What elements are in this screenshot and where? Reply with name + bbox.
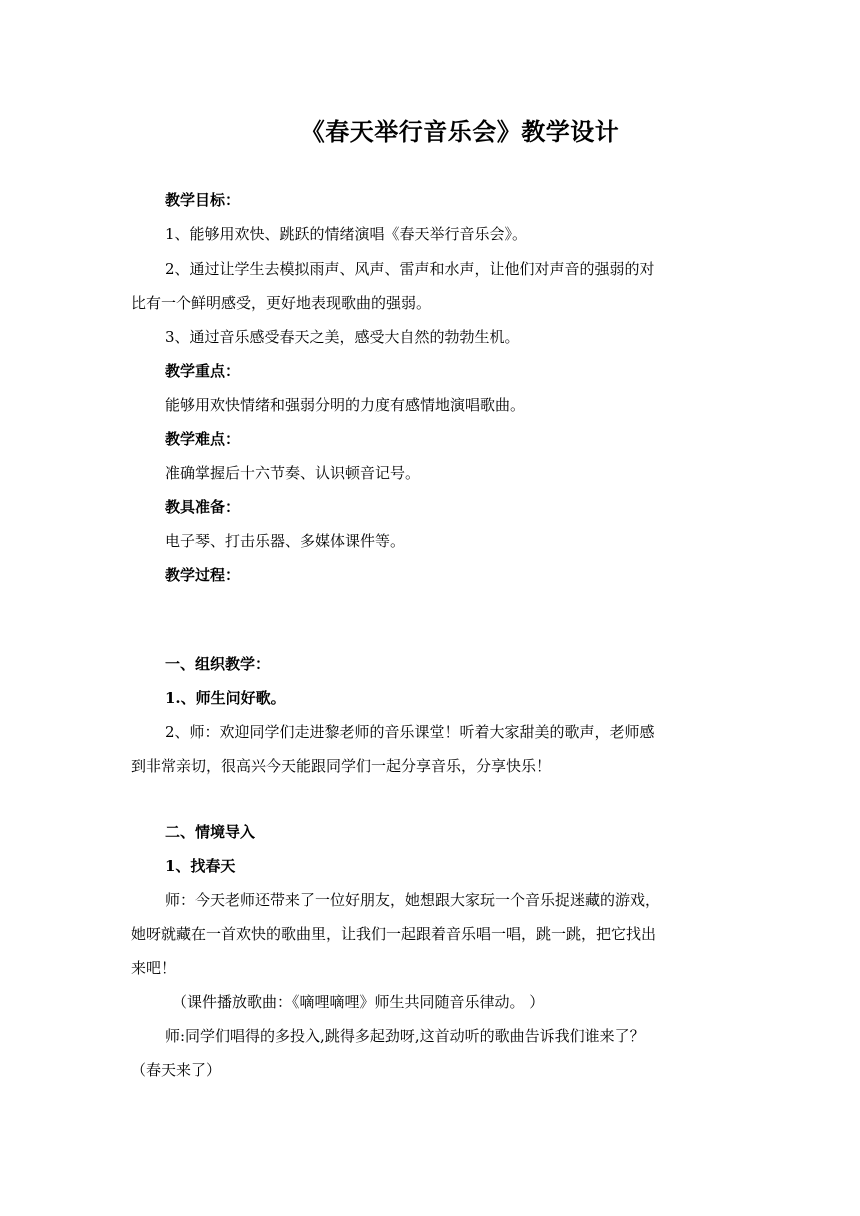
difficulties-heading: 教学难点：: [165, 430, 241, 448]
section-2-heading: 二、情境导入: [165, 823, 256, 841]
section-2-sub-1: 1、找春天: [165, 857, 236, 875]
materials-heading: 教具准备：: [165, 498, 241, 516]
key-points-text: 能够用欢快情绪和强弱分明的力度有感情地演唱歌曲。: [165, 396, 526, 414]
section-2-para-1-line-2: 她呀就藏在一首欢快的歌曲里，让我们一起跟着音乐唱一唱，跳一跳，把它找出: [131, 925, 657, 943]
section-1-item-1: 1.、师生问好歌。: [165, 689, 286, 707]
section-2-para-2-line-1: 师:同学们唱得的多投入,跳得多起劲呀,这首动听的歌曲告诉我们谁来了？: [165, 1027, 645, 1045]
process-heading: 教学过程：: [165, 566, 241, 584]
objectives-heading: 教学目标：: [165, 191, 241, 209]
section-1-item-2-line-2: 到非常亲切，很高兴今天能跟同学们一起分享音乐，分享快乐！: [131, 757, 552, 775]
difficulties-text: 准确掌握后十六节奏、认识顿音记号。: [165, 464, 421, 482]
document-title: 《春天举行音乐会》教学设计: [300, 117, 620, 146]
section-2-para-1-line-1: 师：今天老师还带来了一位好朋友，她想跟大家玩一个音乐捉迷藏的游戏，: [165, 891, 661, 909]
materials-text: 电子琴、打击乐器、多媒体课件等。: [165, 532, 406, 550]
section-2-para-1-line-3: 来吧！: [131, 959, 177, 977]
objective-item-2-line-2: 比有一个鲜明感受，更好地表现歌曲的强弱。: [131, 294, 432, 312]
section-1-heading: 一、组织教学：: [165, 655, 271, 673]
objective-item-1: 1、能够用欢快、跳跃的情绪演唱《春天举行音乐会》。: [165, 225, 528, 243]
section-2-para-2-line-2: （春天来了）: [131, 1061, 222, 1079]
objective-item-3: 3、通过音乐感受春天之美，感受大自然的勃勃生机。: [165, 328, 520, 346]
key-points-heading: 教学重点：: [165, 362, 241, 380]
section-2-note: （课件播放歌曲：《嘀哩嘀哩》师生共同随音乐律动。 ）: [172, 993, 545, 1011]
objective-item-2-line-1: 2、通过让学生去模拟雨声、风声、雷声和水声，让他们对声音的强弱的对: [165, 260, 655, 278]
section-1-item-2-line-1: 2、师：欢迎同学们走进黎老师的音乐课堂！听着大家甜美的歌声，老师感: [165, 723, 655, 741]
